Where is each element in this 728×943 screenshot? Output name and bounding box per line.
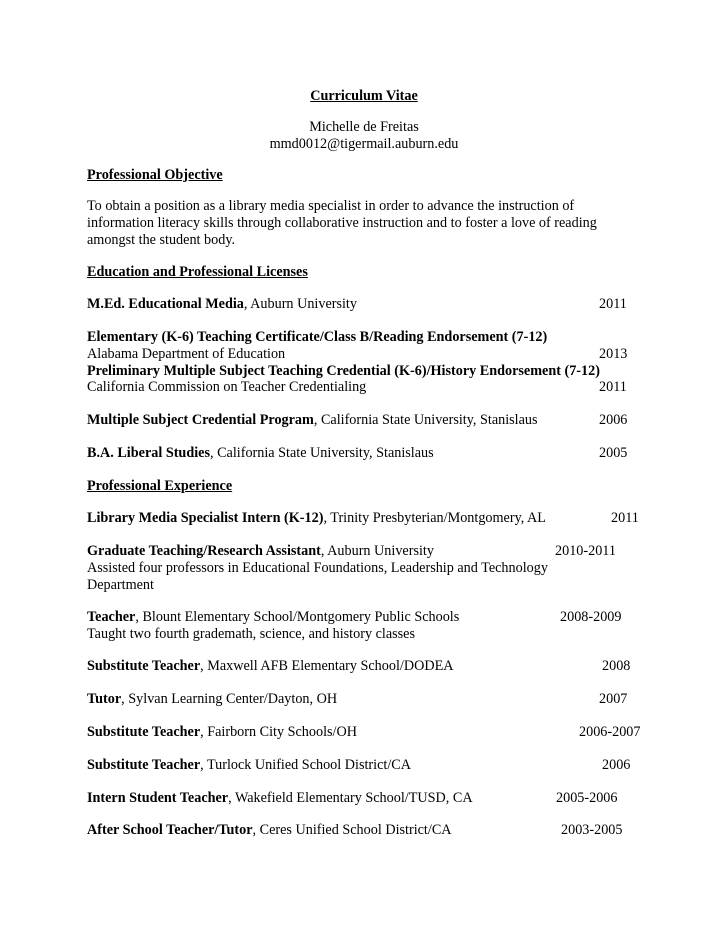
- experience-entry: [87, 790, 473, 807]
- job-description: Assisted four professors in Educational Foundations, Leadership and Technology: [87, 560, 548, 576]
- job-description: Department: [87, 577, 154, 593]
- employer: , Blount Elementary School/Montgomery Public Schools: [135, 609, 460, 625]
- license-issuer: Alabama Department of Education: [87, 346, 286, 362]
- degree-title: M.Ed. Educational Media: [87, 296, 244, 312]
- employer: , Turlock Unified School District/CA: [200, 757, 411, 773]
- entry-year: 2008: [602, 658, 631, 674]
- degree-title: B.A. Liberal Studies: [87, 445, 210, 461]
- entry-year: 2010-2011: [555, 543, 616, 559]
- institution: , Auburn University: [243, 296, 357, 312]
- job-title: Library Media Specialist Intern (K-12): [87, 510, 324, 526]
- job-title: Substitute Teacher: [87, 724, 201, 740]
- objective-line: To obtain a position as a library media specialist in order to advance the instruction of: [87, 198, 575, 214]
- experience-entry: [87, 658, 454, 675]
- experience-entry: [87, 691, 337, 708]
- experience-heading: Professional Experience: [87, 478, 233, 494]
- job-title: Substitute Teacher: [87, 757, 201, 773]
- cv-name: Michelle de Freitas: [309, 119, 419, 135]
- job-description: Taught two fourth grademath, science, and history classes: [87, 626, 415, 642]
- objective-line: amongst the student body.: [87, 232, 236, 248]
- license-issuer: California Commission on Teacher Credentialing: [87, 379, 367, 395]
- experience-entry: [87, 543, 434, 560]
- experience-entry: [87, 724, 357, 741]
- job-title: Graduate Teaching/Research Assistant: [87, 543, 321, 559]
- cv-email: mmd0012@tigermail.auburn.edu: [269, 136, 459, 152]
- employer: , Ceres Unified School District/CA: [252, 822, 452, 838]
- job-title: After School Teacher/Tutor: [87, 822, 253, 838]
- entry-year: 2013: [599, 346, 628, 362]
- entry-year: 2003-2005: [561, 822, 623, 838]
- institution: , California State University, Stanislaus: [209, 445, 434, 461]
- employer: , Sylvan Learning Center/Dayton, OH: [121, 691, 338, 707]
- education-entry: [87, 296, 357, 313]
- entry-year: 2007: [599, 691, 628, 707]
- job-title: Teacher: [87, 609, 136, 625]
- experience-entry: [87, 609, 459, 626]
- employer: , Wakefield Elementary School/TUSD, CA: [228, 790, 473, 806]
- employer: , Auburn University: [320, 543, 434, 559]
- objective-heading: Professional Objective: [87, 167, 223, 183]
- entry-year: 2005: [599, 445, 628, 461]
- experience-entry: [87, 822, 452, 839]
- education-heading: Education and Professional Licenses: [87, 264, 308, 280]
- job-title: Intern Student Teacher: [87, 790, 229, 806]
- employer: , Trinity Presbyterian/Montgomery, AL: [323, 510, 546, 526]
- entry-year: 2008-2009: [560, 609, 622, 625]
- job-title: Substitute Teacher: [87, 658, 201, 674]
- license-title: Preliminary Multiple Subject Teaching Credential (K-6)/History Endorsement (7-12): [87, 363, 600, 379]
- education-entry: [87, 445, 434, 462]
- job-title: Tutor: [87, 691, 122, 707]
- entry-year: 2011: [599, 379, 627, 395]
- entry-year: 2005-2006: [556, 790, 618, 806]
- program-title: Multiple Subject Credential Program: [87, 412, 314, 428]
- license-title: Elementary (K-6) Teaching Certificate/Class B/Reading Endorsement (7-12): [87, 329, 548, 345]
- experience-entry: [87, 510, 546, 527]
- entry-year: 2011: [611, 510, 639, 526]
- cv-title: Curriculum Vitae: [310, 88, 418, 104]
- objective-line: information literacy skills through collaborative instruction and to foster a love of reading: [87, 215, 597, 231]
- entry-year: 2006: [599, 412, 628, 428]
- employer: , Fairborn City Schools/OH: [200, 724, 357, 740]
- employer: , Maxwell AFB Elementary School/DODEA: [200, 658, 454, 674]
- entry-year: 2006: [602, 757, 631, 773]
- education-entry: [87, 412, 538, 429]
- entry-year: 2006-2007: [579, 724, 641, 740]
- entry-year: 2011: [599, 296, 627, 312]
- experience-entry: [87, 757, 411, 774]
- institution: , California State University, Stanislaus: [313, 412, 538, 428]
